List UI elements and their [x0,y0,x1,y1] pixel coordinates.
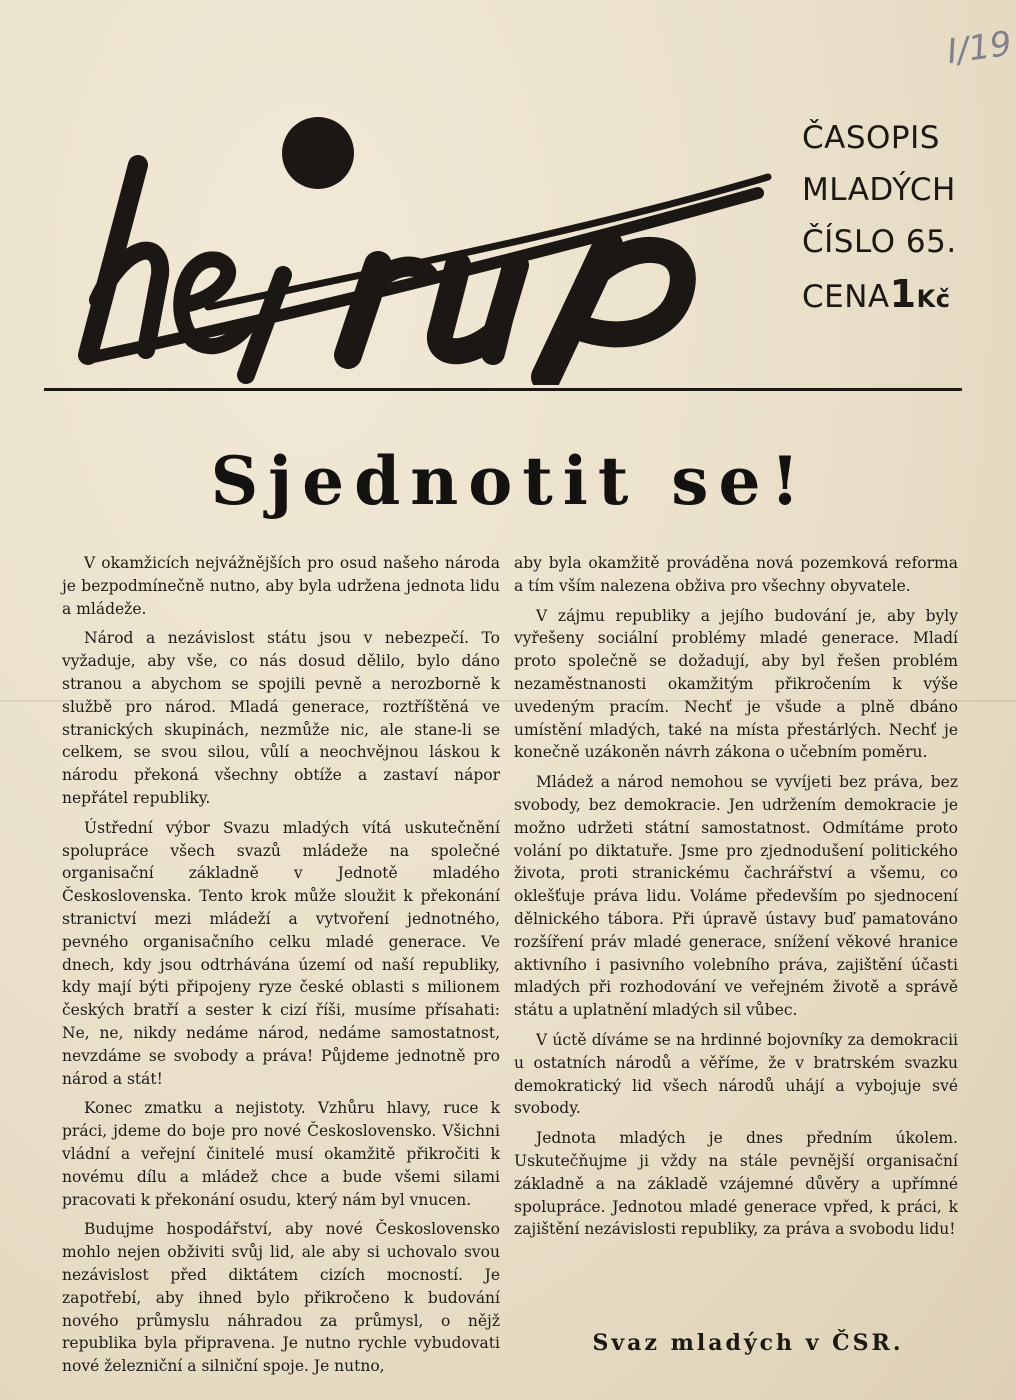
issue-number: ČÍSLO 65. [802,224,957,260]
price-label: CENA [802,279,890,315]
masthead-title-line2: MLADÝCH [802,172,956,208]
signature: Svaz mladých v ČSR. [592,1330,904,1356]
paragraph: Ústřední výbor Svazu mladých vítá uskutečnění spolupráce všech svazů mládeže na společné organisační základně v Jednotě mladého Československa. Tento krok může sloužit k překonání stranictví mezi mládeží a vytvoření jednotného, pevného organisačního celku mladé generace. Ve dnech, kdy jsou odtrhávána území od naší republiky, kdy mají býti připojeny ryze české oblasti s milionem českých bratří a sester k cizí říši, musíme přísahati: Ne, ne, nikdy nedáme národ, nedáme samostatnost, nevzdáme se svobody a práva! Půjdeme jednotně pro národ a stát! [62,818,500,1088]
paragraph: Budujme hospodářství, aby nové Československo mohlo nejen obživiti svůj lid, ale aby si uchovalo svou nezávislost před diktátem cizích mocností. Je zapotřebí, aby ihned bylo přikročeno k budování nového průmyslu náhradou za průmysl, o nějž republika byla připravena. Je nutno rychle vybudovati nové železniční a silniční spoje. Je nutno, [62,1220,500,1376]
headline: Sjednotit se! [210,442,810,520]
price-unit: Kč [916,285,951,313]
paragraph: Národ a nezávislost státu jsou v nebezpečí. To vyžaduje, aby vše, co nás dosud dělilo, bylo dáno stranou a abychom se spojili pevně a nerozborně k službě pro národ. Mladá generace, roztříštěná ve stranických skupinách, nezmůže nic, ale stane-li se celkem, se svou silou, vůlí a neochvějnou láskou k národu překoná všechny obtíže a zastaví nápor nepřátel republiky. [62,629,500,807]
paragraph: V okamžicích nejvážnějších pro osud našeho národa je bezpodmínečně nutno, aby byla udržena jednota lidu a mládeže. [62,554,500,618]
paragraph: Konec zmatku a nejistoty. Vzhůru hlavy, ruce k práci, jdeme do boje pro nové Československo. Všichni vládní a veřejní činitelé musí okamžitě přikročiti k novému dílu a mládež chce a bude všemi silami pracovati k překonání osudu, který nám byl vnucen. [62,1099,500,1209]
hej-rup-logo [68,95,788,385]
article-column-right [514,552,958,1248]
price-value: 1 [889,272,917,316]
masthead-info [802,112,957,325]
paragraph: Mládež a národ nemohou se vyvíjeti bez práva, bez svobody, bez demokracie. Jen udržením demokracie je možno udržeti státní samostatnost. Odmítáme proto volání po diktatuře. Jsme pro zjednodušení politického života, proti stranickému čachrářství a všemu, co oklešťuje práva lidu. Voláme především po sjednocení dělnického tábora. Při úpravě ústavy buď pamatováno rozšíření práv mladé generace, snížení věkové hranice aktivního i pasivního volebního práva, zajištění účasti mladých při rozhodování ve veřejném životě a správě státu a uplatnění mladých sil vůbec. [514,773,958,1020]
paragraph: aby byla okamžitě prováděna nová pozemková reforma a tím vším nalezena obživa pro všechny obyvatele. [514,554,958,595]
price [802,268,957,325]
paragraph: Jednota mladých je dnes předním úkolem. Uskutečňujme ji vždy na stále pevnější organisační základně a na základě vzájemné důvěry a upřímné spolupráce. Jednotou mladé generace vpřed, k práci, k zajištění nezávislosti republiky, za práva a svobodu lidu! [514,1129,958,1239]
article-column-left [62,552,500,1385]
paragraph: V zájmu republiky a jejího budování je, aby byly vyřešeny sociální problémy mladé generace. Mladí proto společně se dožadují, aby byl řešen problém nezaměstnanosti okamžitým přikročením k výše uvedeným pracím. Nechť je všude a plně dbáno umístění mladých, také na místa přestárlých. Nechť je konečně uzákoněn návrh zákona o učebním poměru. [514,606,958,762]
paragraph: V úctě díváme se na hrdinné bojovníky za demokracii u ostatních národů a věříme, že v bratrském svazku demokratický lid všech národů uhájí a vybojuje své svobody. [514,1030,958,1118]
archive-mark: I/19 [944,23,1015,73]
masthead-divider [44,388,962,391]
masthead-title-line1: ČASOPIS [802,120,940,156]
